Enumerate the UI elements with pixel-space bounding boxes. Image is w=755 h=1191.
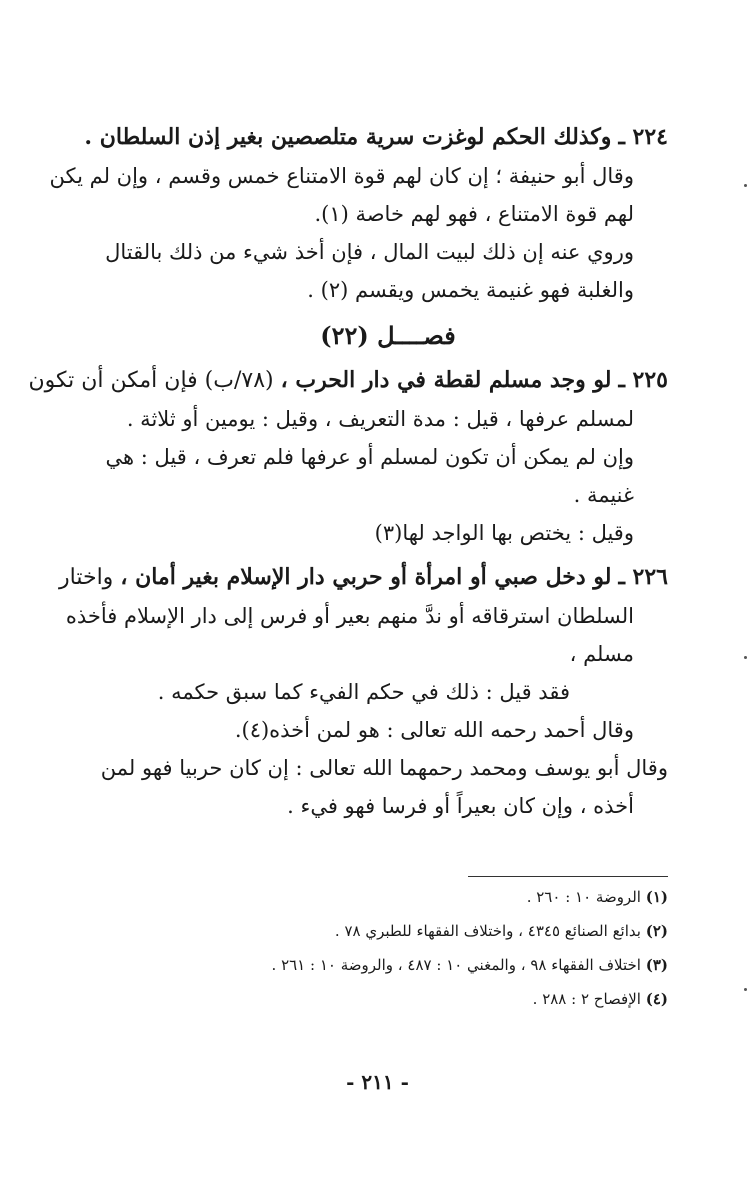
item-224-heading: وكذلك الحكم لوغزت سرية متلصصين بغير إذن السلطان . — [84, 124, 612, 150]
item-226-line-3: فقد قيل : ذلك في حكم الفيء كما سبق حكمه . — [157, 680, 570, 704]
footnote-divider — [468, 876, 668, 877]
item-225-heading: لو وجد مسلم لقطة في دار الحرب ، — [280, 367, 612, 393]
footnote-2 — [120, 914, 668, 948]
item-226-heading: لو دخل صبي أو امرأة أو حربي دار الإسلام بغير أمان ، — [120, 564, 612, 590]
item-225-line-3: غنيمة . — [573, 483, 634, 507]
item-226-line-6: أخذه ، وإن كان بعيراً أو فرسا فهو فيء . — [287, 794, 634, 818]
item-226-line-5: وقال أبو يوسف ومحمد رحمهما الله تعالى : إن كان حربيا فهو لمن — [100, 756, 668, 780]
item-226-line-1: السلطان استرقاقه أو ندَّ منهم بعير أو فرس إلى دار الإسلام فأخذه — [65, 604, 634, 628]
page-body — [28, 118, 668, 825]
item-225-heading-line — [28, 361, 668, 400]
item-225-line-2: وإن لم يمكن أن تكون لمسلم أو عرفها فلم تعرف ، قيل : هي — [105, 445, 634, 469]
item-225-line-4: وقيل : يختص بها الواجد لها(٣) — [374, 521, 634, 545]
scan-speck — [744, 184, 747, 187]
footnote-2-mark: (٢) — [645, 922, 668, 940]
footnote-1 — [120, 880, 668, 914]
footnote-4-mark: (٤) — [645, 990, 668, 1008]
item-224-line-3: وروي عنه إن ذلك لبيت المال ، فإن أخذ شيء من ذلك بالقتال — [105, 240, 634, 264]
item-224-line-4: والغلبة فهو غنيمة يخمس ويقسم (٢) . — [307, 278, 634, 302]
item-224-line-1: وقال أبو حنيفة ؛ إن كان لهم قوة الامتناع خمس وقسم ، وإن لم يكن — [49, 164, 634, 188]
footnote-3-text: اختلاف الفقهاء ٩٨ ، والمغني ١٠ : ٤٨٧ ، والروضة ١٠ : ٢٦١ . — [271, 956, 646, 974]
item-226-line-2: مسلم ، — [569, 642, 634, 666]
page-number: - ٢١١ - — [346, 1070, 409, 1094]
item-225-heading-rest: (٧٨/ب) فإن أمكن أن تكون — [28, 368, 274, 393]
footnote-1-text: الروضة ١٠ : ٢٦٠ . — [526, 888, 646, 906]
footnote-2-text: بدائع الصنائع ٤٣٤٥ ، واختلاف الفقهاء للطبري ٧٨ . — [334, 922, 646, 940]
item-224-number: ٢٢٤ ـ — [618, 124, 668, 150]
item-226-heading-rest: واختار — [59, 565, 114, 590]
scan-speck — [744, 656, 747, 659]
item-226-heading-line — [59, 558, 668, 597]
item-226-line-4: وقال أحمد رحمه الله تعالى : هو لمن أخذه(٤). — [234, 718, 634, 742]
item-224-heading-line — [84, 118, 668, 157]
section-title: فصــــل (٢٢) — [320, 321, 456, 350]
item-226-number: ٢٢٦ ـ — [618, 564, 668, 590]
footnotes — [120, 880, 668, 1016]
footnote-3-mark: (٣) — [645, 956, 668, 974]
item-224-line-2: لهم قوة الامتناع ، فهو لهم خاصة (١). — [314, 202, 634, 226]
item-225-line-1: لمسلم عرفها ، قيل : مدة التعريف ، وقيل : يومين أو ثلاثة . — [126, 407, 634, 431]
footnote-4 — [120, 982, 668, 1016]
footnote-4-text: الإفصاح ٢ : ٢٨٨ . — [532, 990, 646, 1008]
item-225-number: ٢٢٥ ـ — [618, 367, 668, 393]
footnote-3 — [120, 948, 668, 982]
footnote-1-mark: (١) — [645, 888, 668, 906]
scan-speck — [744, 988, 747, 991]
